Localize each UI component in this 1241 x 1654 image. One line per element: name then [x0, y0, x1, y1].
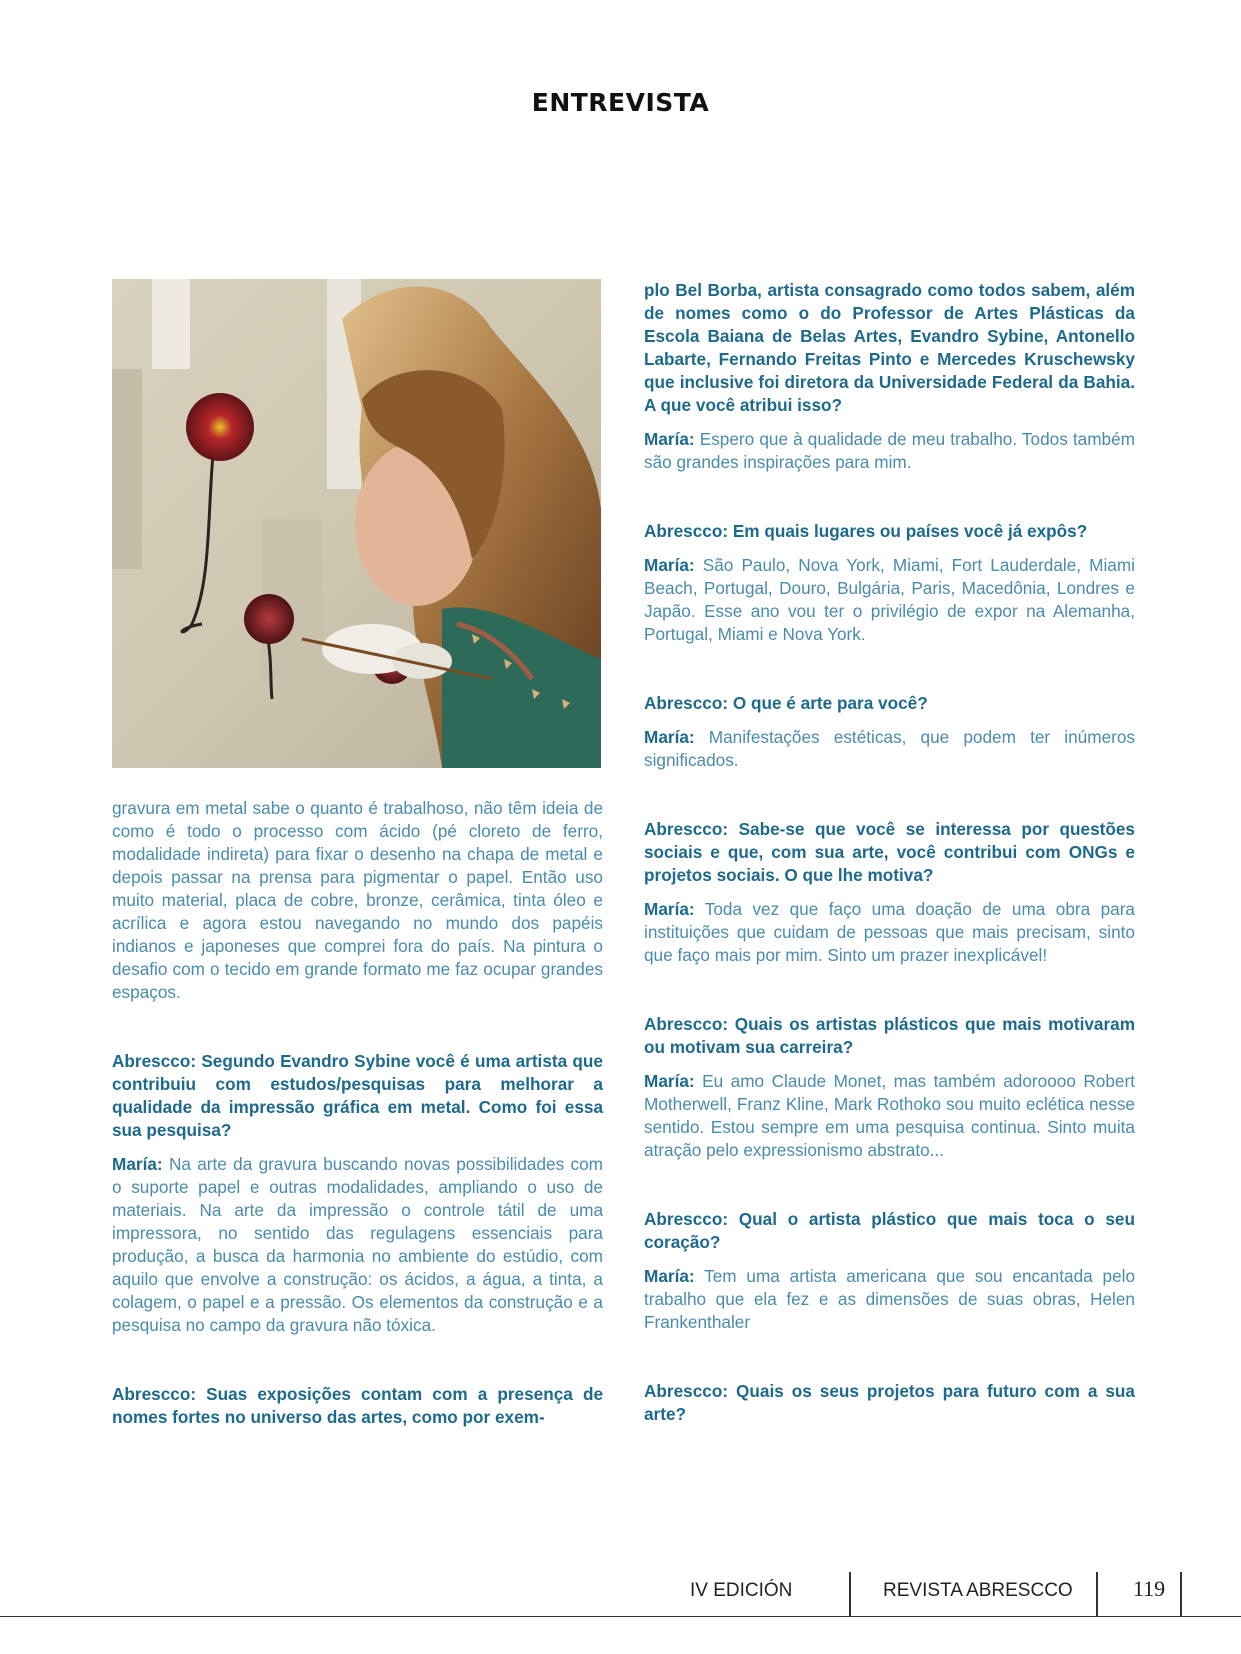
interview-question: plo Bel Borba, artista consagrado como todos sabem, além de nomes como o do Professor de Artes Plásticas da Escola Baiana de Belas Artes, Evandro Sybine, Antonello Labarte, Fernando Freitas Pinto e Mercedes Kruschewsky que inclusive foi diretora da Universidade Federal da Bahia. A que você atribui isso?: [644, 280, 1135, 415]
interview-answer: [112, 1153, 603, 1337]
interview-question: Abrescco: O que é arte para você?: [644, 693, 928, 713]
interview-question: Abrescco: Qual o artista plástico que mais toca o seu coração?: [644, 1209, 1135, 1252]
intro-paragraph: gravura em metal sabe o quanto é trabalhoso, não têm ideia de como é todo o processo com ácido (pé cloreto de ferro, modalidade indireta) para fixar o desenho na chapa de metal e depois passar na prensa para pigmentar o papel. Então uso muito material, placa de cobre, bronze, cerâmica, tinta óleo e acrílica e agora estou navegando no mundo dos papéis indianos e japoneses que comprei fora do país. Na pintura o desafio com o tecido em grande formato me faz ocupar grandes espaços.: [112, 798, 603, 1002]
speaker-label: María:: [112, 1154, 163, 1174]
interview-answer: [644, 428, 1135, 474]
answer-text: Tem uma artista americana que sou encantada pelo trabalho que ela fez e as dimensões de suas obras, Helen Frankenthaler: [644, 1266, 1136, 1332]
interview-answer: [644, 726, 1135, 772]
answer-text: Manifestações estéticas, que podem ter inúmeros significados.: [644, 727, 1135, 770]
footer-edition: IV EDICIÓN: [690, 1580, 793, 1601]
photo-illustration: [112, 279, 601, 768]
right-column: [644, 279, 1135, 1437]
interview-question: Abrescco: Quais os seus projetos para futuro com a sua arte?: [644, 1381, 1135, 1424]
footer-magazine-name: REVISTA ABRESCCO: [883, 1580, 1073, 1601]
interview-answer: [644, 1070, 1135, 1162]
speaker-label: María:: [644, 899, 695, 919]
answer-text: Na arte da gravura buscando novas possibilidades com o suporte papel e outras modalidades, ampliando o uso de materiais. Na arte da impressão o controle tátil de uma impressora, no sentido das regulagens essenciais para produção, a busca da harmonia no ambiente do estúdio, com aquilo que envolve a construção: os ácidos, a água, a tinta, a colagem, o papel e a pressão. Os elementos da construção e a pesquisa no campo da gravura não tóxica.: [112, 1154, 603, 1335]
interview-answer: [644, 554, 1135, 646]
answer-text: São Paulo, Nova York, Miami, Fort Lauderdale, Miami Beach, Portugal, Douro, Bulgária, Paris, Macedônia, Londres e Japão. Esse ano vou ter o privilégio de expor na Alemanha, Portugal, Miami e Nova York.: [644, 555, 1136, 644]
speaker-label: María:: [644, 555, 695, 575]
interview-question: Abrescco: Segundo Evandro Sybine você é uma artista que contribuiu com estudos/pesquisas para melhorar a qualidade da impressão gráfica em metal. Como foi essa sua pesquisa?: [112, 1051, 603, 1140]
speaker-label: María:: [644, 429, 695, 449]
footer-rule: [0, 1616, 1241, 1617]
interview-answer: [644, 898, 1135, 967]
interview-question: Abrescco: Sabe-se que você se interessa por questões sociais e que, com sua arte, você contribui com ONGs e projetos sociais. O que lhe motiva?: [644, 819, 1135, 885]
footer-separator: [1180, 1572, 1182, 1616]
interview-question: Abrescco: Em quais lugares ou países você já expôs?: [644, 521, 1088, 541]
footer-separator: [849, 1572, 851, 1616]
speaker-label: María:: [644, 1266, 695, 1286]
interview-question: Abrescco: Suas exposições contam com a presença de nomes fortes no universo das artes, como por exem-: [112, 1384, 603, 1427]
section-title: ENTREVISTA: [531, 88, 710, 117]
answer-text: Eu amo Claude Monet, mas também adoroooo Robert Motherwell, Franz Kline, Mark Rothoko sou muito eclética nesse sentido. Estou sempre em uma pesquisa continua. Sinto muita atração pelo expressionismo abstrato...: [644, 1071, 1135, 1160]
speaker-label: María:: [644, 727, 695, 747]
interview-answer: [644, 1265, 1135, 1334]
interview-question: Abrescco: Quais os artistas plásticos que mais motivaram ou motivam sua carreira?: [644, 1014, 1135, 1057]
footer-separator: [1096, 1572, 1098, 1616]
artist-painting-photo: [112, 279, 601, 768]
answer-text: Toda vez que faço uma doação de uma obra para instituições que cuidam de pessoas que mais precisam, sinto que faço mais por mim. Sinto um prazer inexplicável!: [644, 899, 1135, 965]
answer-text: Espero que à qualidade de meu trabalho. Todos também são grandes inspirações para mim.: [644, 429, 1135, 472]
page-number: 119: [1133, 1576, 1166, 1601]
left-column: [112, 797, 603, 1440]
speaker-label: María:: [644, 1071, 695, 1091]
